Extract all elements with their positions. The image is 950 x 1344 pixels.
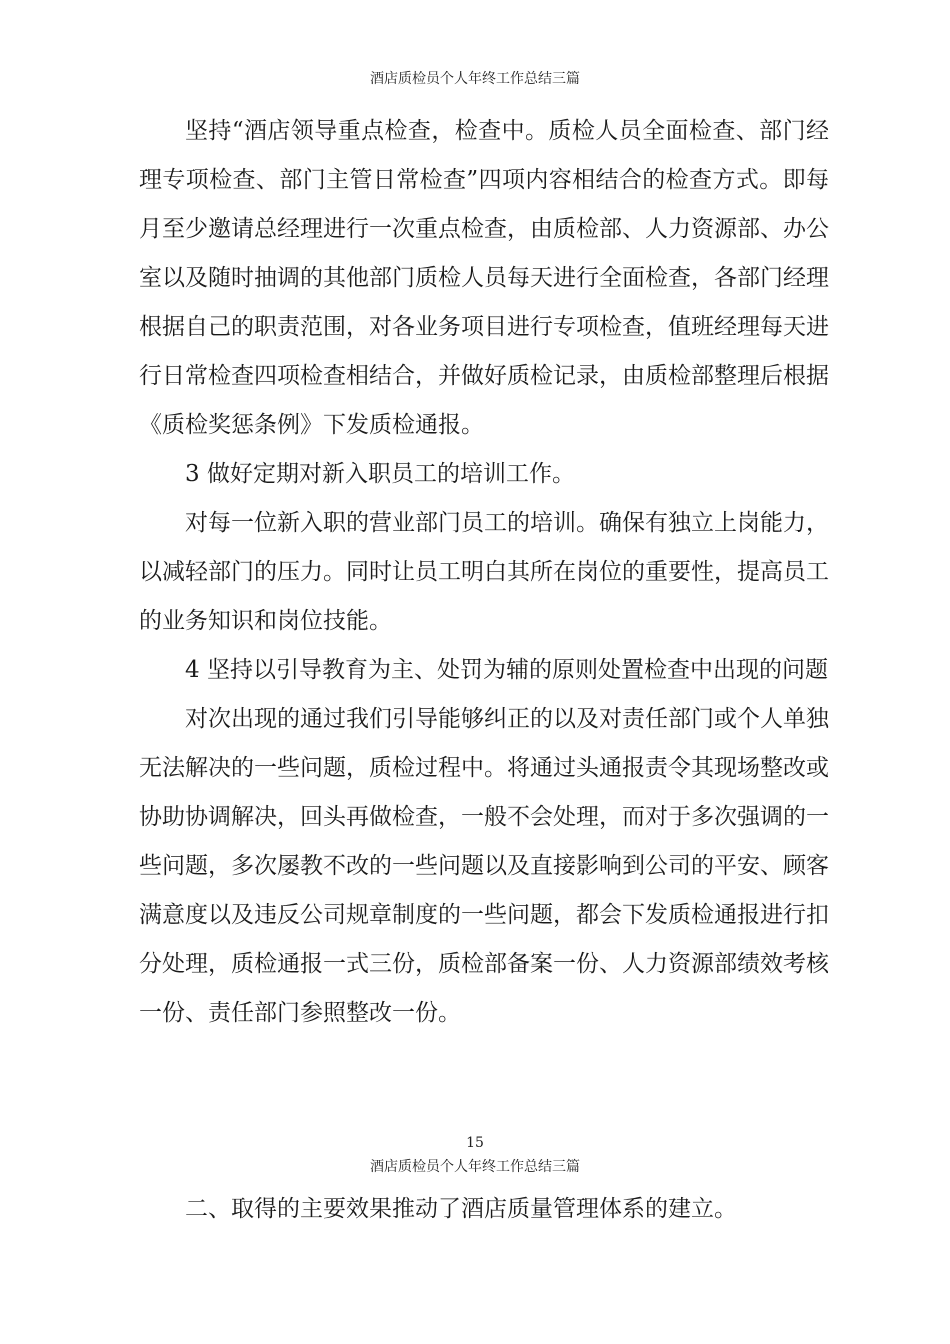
paragraph: 对每一位新入职的营业部门员工的培训。确保有独立上岗能力，以减轻部门的压力。同时让员工明白其所在岗位的重要性，提高员工的业务知识和岗位技能。 bbox=[139, 510, 829, 634]
body-text bbox=[139, 107, 829, 1038]
page-number: 15 bbox=[466, 1135, 484, 1151]
paragraph: 坚持“酒店领导重点检查，检查中。质检人员全面检查、部门经理专项检查、部门主管日常检查”四项内容相结合的检查方式。即每月至少邀请总经理进行一次重点检查，由质检部、人力资源部、办公室以及随时抽调的其他部门质检人员每天进行全面检查，各部门经理根据自己的职责范围，对各业务项目进行专项检查，值班经理每天进行日常检查四项检查相结合，并做好质检记录，由质检部整理后根据《质检奖惩条例》下发质检通报。 bbox=[139, 118, 829, 438]
paragraph: 对次出现的通过我们引导能够纠正的以及对责任部门或个人单独无法解决的一些问题，质检过程中。将通过头通报责令其现场整改或协助协调解决，回头再做检查，一般不会处理，而对于多次强调的一些问题，多次屡教不改的一些问题以及直接影响到公司的平安、顾客满意度以及违反公司规章制度的一些问题，都会下发质检通报进行扣分处理，质检通报一式三份，质检部备案一份、人力资源部绩效考核一份、责任部门参照整改一份。 bbox=[139, 706, 829, 1026]
section-heading: 二、取得的主要效果推动了酒店质量管理体系的建立。 bbox=[185, 1196, 737, 1222]
paragraph-heading: 4 坚持以引导教育为主、处罚为辅的原则处置检查中出现的问题 bbox=[185, 657, 828, 683]
paragraph-heading: 3 做好定期对新入职员工的培训工作。 bbox=[185, 461, 575, 487]
body-text-next-page bbox=[139, 1185, 829, 1234]
running-header-next-page: 酒店质检员个人年终工作总结三篇 bbox=[370, 1159, 580, 1175]
running-header: 酒店质检员个人年终工作总结三篇 bbox=[370, 71, 580, 87]
